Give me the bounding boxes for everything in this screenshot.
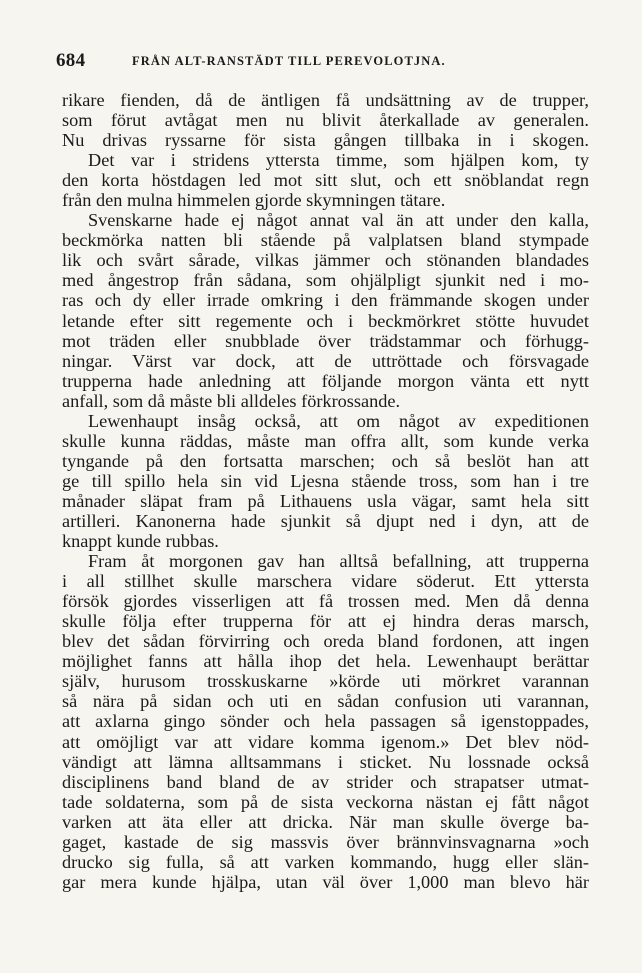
text-line: gaget, kastade de sig massvis över brännvinsvagnarna »och bbox=[62, 831, 589, 852]
text-line: den korta höstdagen led mot sitt slut, och ett snöblandat regn bbox=[62, 170, 589, 191]
text-line: Det var i stridens yttersta timme, som hjälpen kom, ty bbox=[88, 150, 589, 171]
text-line: mot träden eller snubblade över trädstammar och förhugg- bbox=[62, 330, 589, 351]
text-line: att omöjligt var att vidare komma igenom.» Det blev nöd- bbox=[62, 731, 589, 752]
text-line: Fram åt morgonen gav han alltså befallning, att trupperna bbox=[88, 551, 589, 572]
text-line: artilleri. Kanonerna hade sjunkit så djupt ned i dyn, att de bbox=[62, 510, 589, 531]
text-line: skulle kunna räddas, måste man offra allt, som kunde verka bbox=[62, 430, 589, 451]
text-line: drucko sig fulla, så att varken kommando, hugg eller slän- bbox=[62, 851, 589, 872]
running-head: FRÅN ALT-RANSTÄDT TILL PEREVOLOTJNA. bbox=[132, 54, 446, 68]
text-line: blev det sådan förvirring och oreda bland fordonen, att ingen bbox=[62, 631, 589, 652]
text-line: försök gjordes visserligen att få trossen med. Men då denna bbox=[62, 591, 589, 612]
text-line: möjlighet fanns att hålla ihop det hela. Lewenhaupt berättar bbox=[62, 651, 589, 672]
text-line: varken att äta eller att dricka. När man skulle överge ba- bbox=[62, 811, 589, 832]
text-line: månader släpat fram på Lithauens usla vägar, samt hela sitt bbox=[62, 490, 589, 511]
text-line: skulle följa efter trupperna för att ej hindra deras marsch, bbox=[62, 611, 589, 632]
text-line: Nu drivas ryssarne för sista gången tillbaka in i skogen. bbox=[62, 130, 589, 151]
text-line: själv, hurusom trosskuskarne »körde uti mörkret varannan bbox=[62, 671, 589, 692]
text-line: ge till spillo hela sin vid Ljesna stående tross, som han i tre bbox=[62, 470, 589, 491]
text-line: Lewenhaupt insåg också, att om något av expeditionen bbox=[88, 410, 589, 431]
text-line: att axlarna gingo sönder och hela passagen så igenstoppades, bbox=[62, 711, 589, 732]
text-line: med ångestrop från sådana, som ohjälpligt sjunkit ned i mo- bbox=[62, 270, 589, 291]
text-line: tyngande på den fortsatta marschen; och så beslöt han att bbox=[62, 450, 589, 471]
text-line: vändigt att lämna alltsammans i sticket. Nu lossnade också bbox=[62, 751, 589, 772]
text-line: gar mera kunde hjälpa, utan väl över 1,000 man blevo här bbox=[62, 871, 589, 892]
text-line: i all stillhet skulle marschera vidare söderut. Ett yttersta bbox=[62, 571, 589, 592]
body-text bbox=[62, 90, 589, 892]
text-line: letande efter sitt regemente och i beckmörkret stötte huvudet bbox=[62, 310, 589, 331]
text-line: anfall, som då måste bli alldeles förkrossande. bbox=[62, 390, 401, 411]
text-line: ras och dy eller irrade omkring i den främmande skogen under bbox=[62, 290, 589, 311]
text-line: ningar. Värst var dock, att de uttröttade och försvagade bbox=[62, 350, 589, 371]
page-header bbox=[56, 50, 596, 72]
text-line: beckmörka natten bli stående på valplatsen bland stympade bbox=[62, 230, 589, 251]
text-line: så nära på sidan och uti en sådan confusion uti varannan, bbox=[62, 691, 589, 712]
text-line: lik och svårt sårade, vilkas jämmer och stönanden blandades bbox=[62, 250, 589, 271]
text-line: från den mulna himmelen gjorde skymningen tätare. bbox=[62, 190, 446, 211]
text-line: tade soldaterna, som på de sista veckorna nästan ej fått något bbox=[62, 791, 589, 812]
text-line: knappt kunde rubbas. bbox=[62, 531, 219, 552]
text-line: Svenskarne hade ej något annat val än att under den kalla, bbox=[88, 210, 589, 231]
text-line: rikare fienden, då de äntligen få undsättning av de trupper, bbox=[62, 90, 589, 110]
page-number: 684 bbox=[56, 50, 86, 71]
text-line: som förut avtågat men nu blivit återkallade av generalen. bbox=[62, 110, 589, 131]
text-line: disciplinens band bland de av strider och strapatser utmat- bbox=[62, 771, 589, 792]
text-line: trupperna hade anledning att följande morgon vänta ett nytt bbox=[62, 370, 589, 391]
